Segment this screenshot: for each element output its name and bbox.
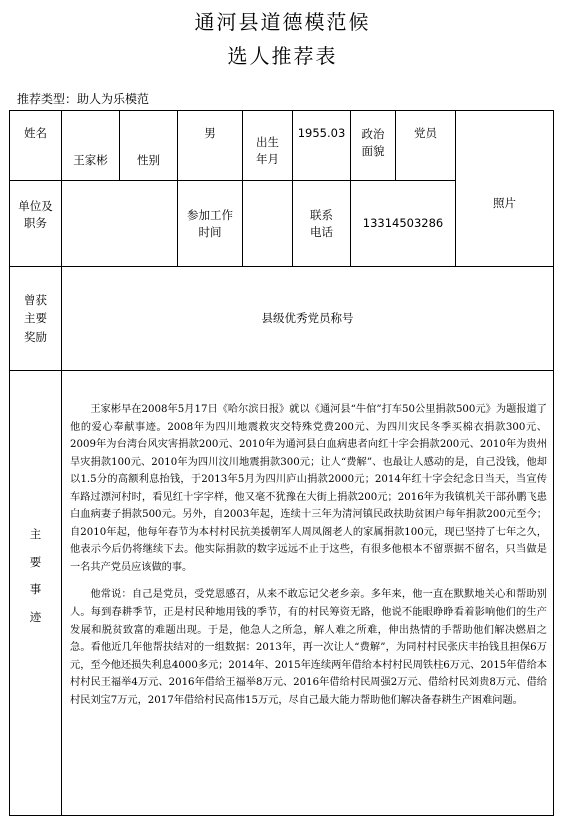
row-honors (10, 267, 554, 371)
honor-label-line3: 奖励 (24, 329, 47, 344)
contact-value: 13314503286 (351, 181, 456, 267)
politics-value: 党员 (396, 111, 456, 181)
name-value: 王家彬 (62, 111, 120, 181)
work-time-label (178, 181, 243, 267)
row-deeds (10, 371, 554, 816)
nomination-form-table (9, 110, 554, 816)
honor-value: 县级优秀党员称号 (62, 267, 554, 371)
deeds-label-char3: 事 (29, 582, 42, 597)
contact-label (293, 181, 351, 267)
deeds-paragraph-1: 王家彬早在2008年5月17日《哈尔滨日报》就以《通河县“牛倌”打车50公里捐款500元》为题报道了他的爱心奉献事迹。2008年为四川地震救灾交特殊党费200元、为四川灾民冬季买棉衣捐款300元、2009年为台湾台风灾害捐款200元、2010年为通河县白血病患者向红十字会捐款200元、2010年为贵州旱灾捐款100元、2010年为四川汶川地震捐款300元；让人“费解”、也最让人感动的是，自己没钱，他却以1.5分的高额利息抬钱，于2013年5月为四川庐山捐款2000元；2014年红十字会纪念日当天，当宣传车路过漂河村时，看见红十字字样，他又毫不犹豫在大街上捐款200元；2016年为我镇机关干部孙鹏飞患白血病妻子捐款500元。另外，自2003年起，连续十三年为清河镇民政扶助贫困户每年捐款200元至今；自2010年起，他每年春节为本村村民抗美援朝军人周凤阁老人的家属捐款100元，现已坚持了七年之久，他表示今后仍将继续下去。他实际捐款的数字远远不止于这些，有很多他根本不留票据不留名，只当做是一名共产党员应该做的事。 (70, 404, 547, 573)
deeds-label-char1: 主 (29, 527, 42, 541)
recommend-type (17, 90, 149, 107)
birth-value: 1955.03 (293, 111, 351, 181)
contact-label-line2: 电话 (310, 224, 333, 239)
work-time-label-line1: 参加工作 (187, 207, 233, 222)
politics-label (351, 111, 396, 181)
photo-box (456, 111, 554, 267)
politics-label-line2: 面貌 (361, 143, 385, 158)
gender-label: 性别 (120, 111, 178, 181)
honor-label-line1: 曾获 (24, 292, 47, 307)
work-time-value (243, 181, 293, 267)
unit-label-line2: 职务 (24, 215, 47, 230)
honor-label (10, 267, 62, 371)
deeds-label-char4: 迹 (29, 609, 42, 624)
recommend-type-label: 推荐类型： (17, 92, 78, 106)
deeds-label-char2: 要 (29, 554, 42, 569)
birth-label-line1: 出生 (256, 134, 279, 149)
form-title-line2: 选人推荐表 (227, 44, 338, 68)
name-label: 姓名 (10, 111, 62, 181)
unit-label (10, 181, 62, 267)
row-basic-info (10, 111, 554, 181)
form-title-line1: 通河县道德模范候 (194, 10, 371, 34)
contact-label-line1: 联系 (310, 207, 333, 222)
birth-label-line2: 年月 (256, 151, 279, 166)
gender-value: 男 (178, 111, 243, 181)
deeds-content (62, 371, 554, 816)
deeds-paragraph-2: 他常说：自己是党员，受党恩感召，从来不敢忘记父老乡亲。多年来，他一直在默默地关心和帮助别人。每到春耕季节，正是村民种地用钱的季节，有的村民筹资无路，他说不能眼睁睁看着影响他们的生产发展和脱贫致富的难题出现。于是，他急人之所急，解人难之所难，伸出热情的手帮助他们解决燃眉之急。看他近几年他帮扶结对的一组数据：2013年，再一次让人“费解”，为同村村民张庆丰抬钱且担保6万元，至今他还损失利息4000多元；2014年、2015年连续两年借给本村村民周铁柱6万元、2015年借给本村村民王福举4万元、2016年借给王福举8万元、2016年借给村民周强2万元、借给村民刘贵8万元、借给村民刘宝7万元，2017年借给村民高伟15万元，尽自己最大能力帮助他们解决备春耕生产困难问题。 (70, 589, 547, 706)
politics-label-line1: 政治 (361, 126, 385, 141)
unit-label-line1: 单位及 (18, 198, 53, 213)
birth-label (243, 111, 293, 181)
deeds-label (10, 371, 62, 816)
photo-label: 照片 (493, 196, 516, 211)
honor-label-line2: 主要 (24, 311, 47, 326)
unit-value (62, 181, 178, 267)
work-time-label-line2: 时间 (198, 224, 222, 239)
recommend-type-value: 助人为乐模范 (77, 92, 150, 106)
